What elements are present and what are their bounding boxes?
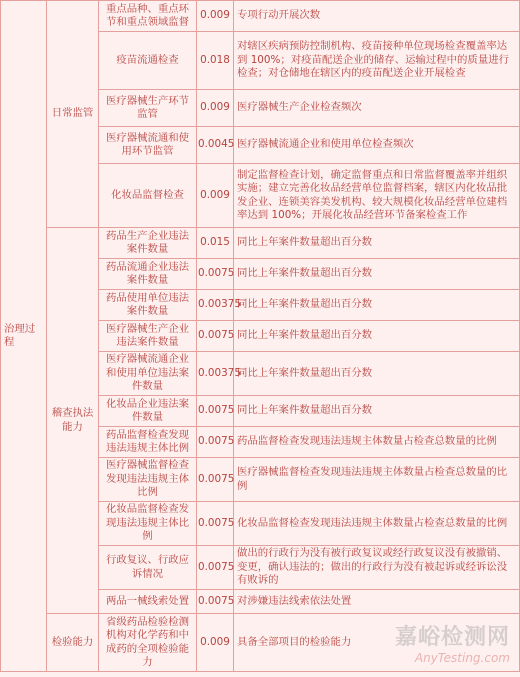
weight-cell: 0.009: [197, 164, 234, 228]
indicator-cell: 化妆品企业违法案件数量: [99, 396, 197, 427]
indicator-cell: 医疗器械监督检查发现违法违规主体比例: [99, 458, 197, 502]
watermark-en: AnyTesting.com: [414, 651, 510, 665]
weight-cell: 0.0075: [197, 590, 234, 614]
table-row: [1, 1, 520, 32]
description-cell: 同比上年案件数量超出百分数: [234, 352, 520, 396]
weight-cell: 0.018: [197, 32, 234, 90]
description-cell: 同比上年案件数量超出百分数: [234, 290, 520, 321]
category-enforcement: 稽查执法能力: [47, 228, 99, 614]
indicator-cell: 医疗器械流通和使用环节监管: [99, 127, 197, 164]
description-cell: 同比上年案件数量超出百分数: [234, 259, 520, 290]
indicator-cell: 重点品种、重点环节和重点领域监督: [99, 1, 197, 32]
description-cell: 医疗器械生产企业检查频次: [234, 90, 520, 127]
weight-cell: 0.00375: [197, 290, 234, 321]
indicator-cell: 两品一械线索处置: [99, 590, 197, 614]
weight-cell: 0.015: [197, 228, 234, 259]
table-row: [1, 228, 520, 259]
description-cell: 同比上年案件数量超出百分数: [234, 228, 520, 259]
indicator-cell: 化妆品监督检查: [99, 164, 197, 228]
category-inspection: 检验能力: [47, 614, 99, 672]
indicator-cell: 疫苗流通检查: [99, 32, 197, 90]
weight-cell: 0.009: [197, 614, 234, 672]
description-cell: 同比上年案件数量超出百分数: [234, 396, 520, 427]
indicator-cell: 医疗器械流通企业和使用单位违法案件数量: [99, 352, 197, 396]
description-cell: 制定监督检查计划，确定监督重点和日常监督覆盖率并组织实施；建立完善化妆品经营单位监督档案，辖区内化妆品批发企业、连锁美容美发机构、较大规模化妆品经营单位建档率达到 100%；开展化妆品经营环节备案检查工作: [234, 164, 520, 228]
indicator-cell: 化妆品监督检查发现违法违规主体比例: [99, 502, 197, 546]
description-cell: 做出的行政行为没有被行政复议或经行政复议没有被撤销、变更，确认违法的；做出的行政行为没有被起诉或经诉讼没有败诉的: [234, 546, 520, 590]
weight-cell: 0.0075: [197, 321, 234, 352]
description-cell: 对辖区疾病预防控制机构、疫苗接种单位现场检查覆盖率达到 100%；对疫苗配送企业的储存、运输过程中的质量进行检查；对仓储地在辖区内的疫苗配送企业开展检查: [234, 32, 520, 90]
table-row: [1, 614, 520, 672]
weight-cell: 0.0075: [197, 259, 234, 290]
indicator-cell: 医疗器械生产环节监管: [99, 90, 197, 127]
weight-cell: 0.0075: [197, 396, 234, 427]
description-cell: 具备全部项目的检验能力: [234, 614, 520, 672]
indicator-cell: 省级药品检验检测机构对化学药和中成药的全项检验能力: [99, 614, 197, 672]
category-daily-supervision: 日常监管: [47, 1, 99, 228]
indicator-cell: 医疗器械生产企业违法案件数量: [99, 321, 197, 352]
description-cell: 化妆品监督检查发现违法违规主体数量占检查总数量的比例: [234, 502, 520, 546]
watermark-cn: 嘉峪检测网: [394, 625, 510, 650]
category-level1: 治理过程: [1, 1, 47, 672]
description-cell: 医疗器械监督检查发现违法违规主体数量占检查总数量的比例: [234, 458, 520, 502]
weight-cell: 0.0075: [197, 502, 234, 546]
indicator-cell: 行政复议、行政应诉情况: [99, 546, 197, 590]
weight-cell: 0.0075: [197, 458, 234, 502]
weight-cell: 0.00375: [197, 352, 234, 396]
description-cell: 专项行动开展次数: [234, 1, 520, 32]
description-cell: 药品监督检查发现违法违规主体数量占检查总数量的比例: [234, 427, 520, 458]
description-cell: 同比上年案件数量超出百分数: [234, 321, 520, 352]
indicator-cell: 药品使用单位违法案件数量: [99, 290, 197, 321]
weight-cell: 0.009: [197, 90, 234, 127]
weight-cell: 0.0045: [197, 127, 234, 164]
indicator-cell: 药品监督检查发现违法违规主体比例: [99, 427, 197, 458]
description-cell: 医疗器械流通企业和使用单位检查频次: [234, 127, 520, 164]
description-cell: 对涉嫌违法线索依法处置: [234, 590, 520, 614]
indicator-cell: 药品流通企业违法案件数量: [99, 259, 197, 290]
weight-cell: 0.0075: [197, 427, 234, 458]
weight-cell: 0.009: [197, 1, 234, 32]
weight-cell: 0.0075: [197, 546, 234, 590]
indicator-cell: 药品生产企业违法案件数量: [99, 228, 197, 259]
